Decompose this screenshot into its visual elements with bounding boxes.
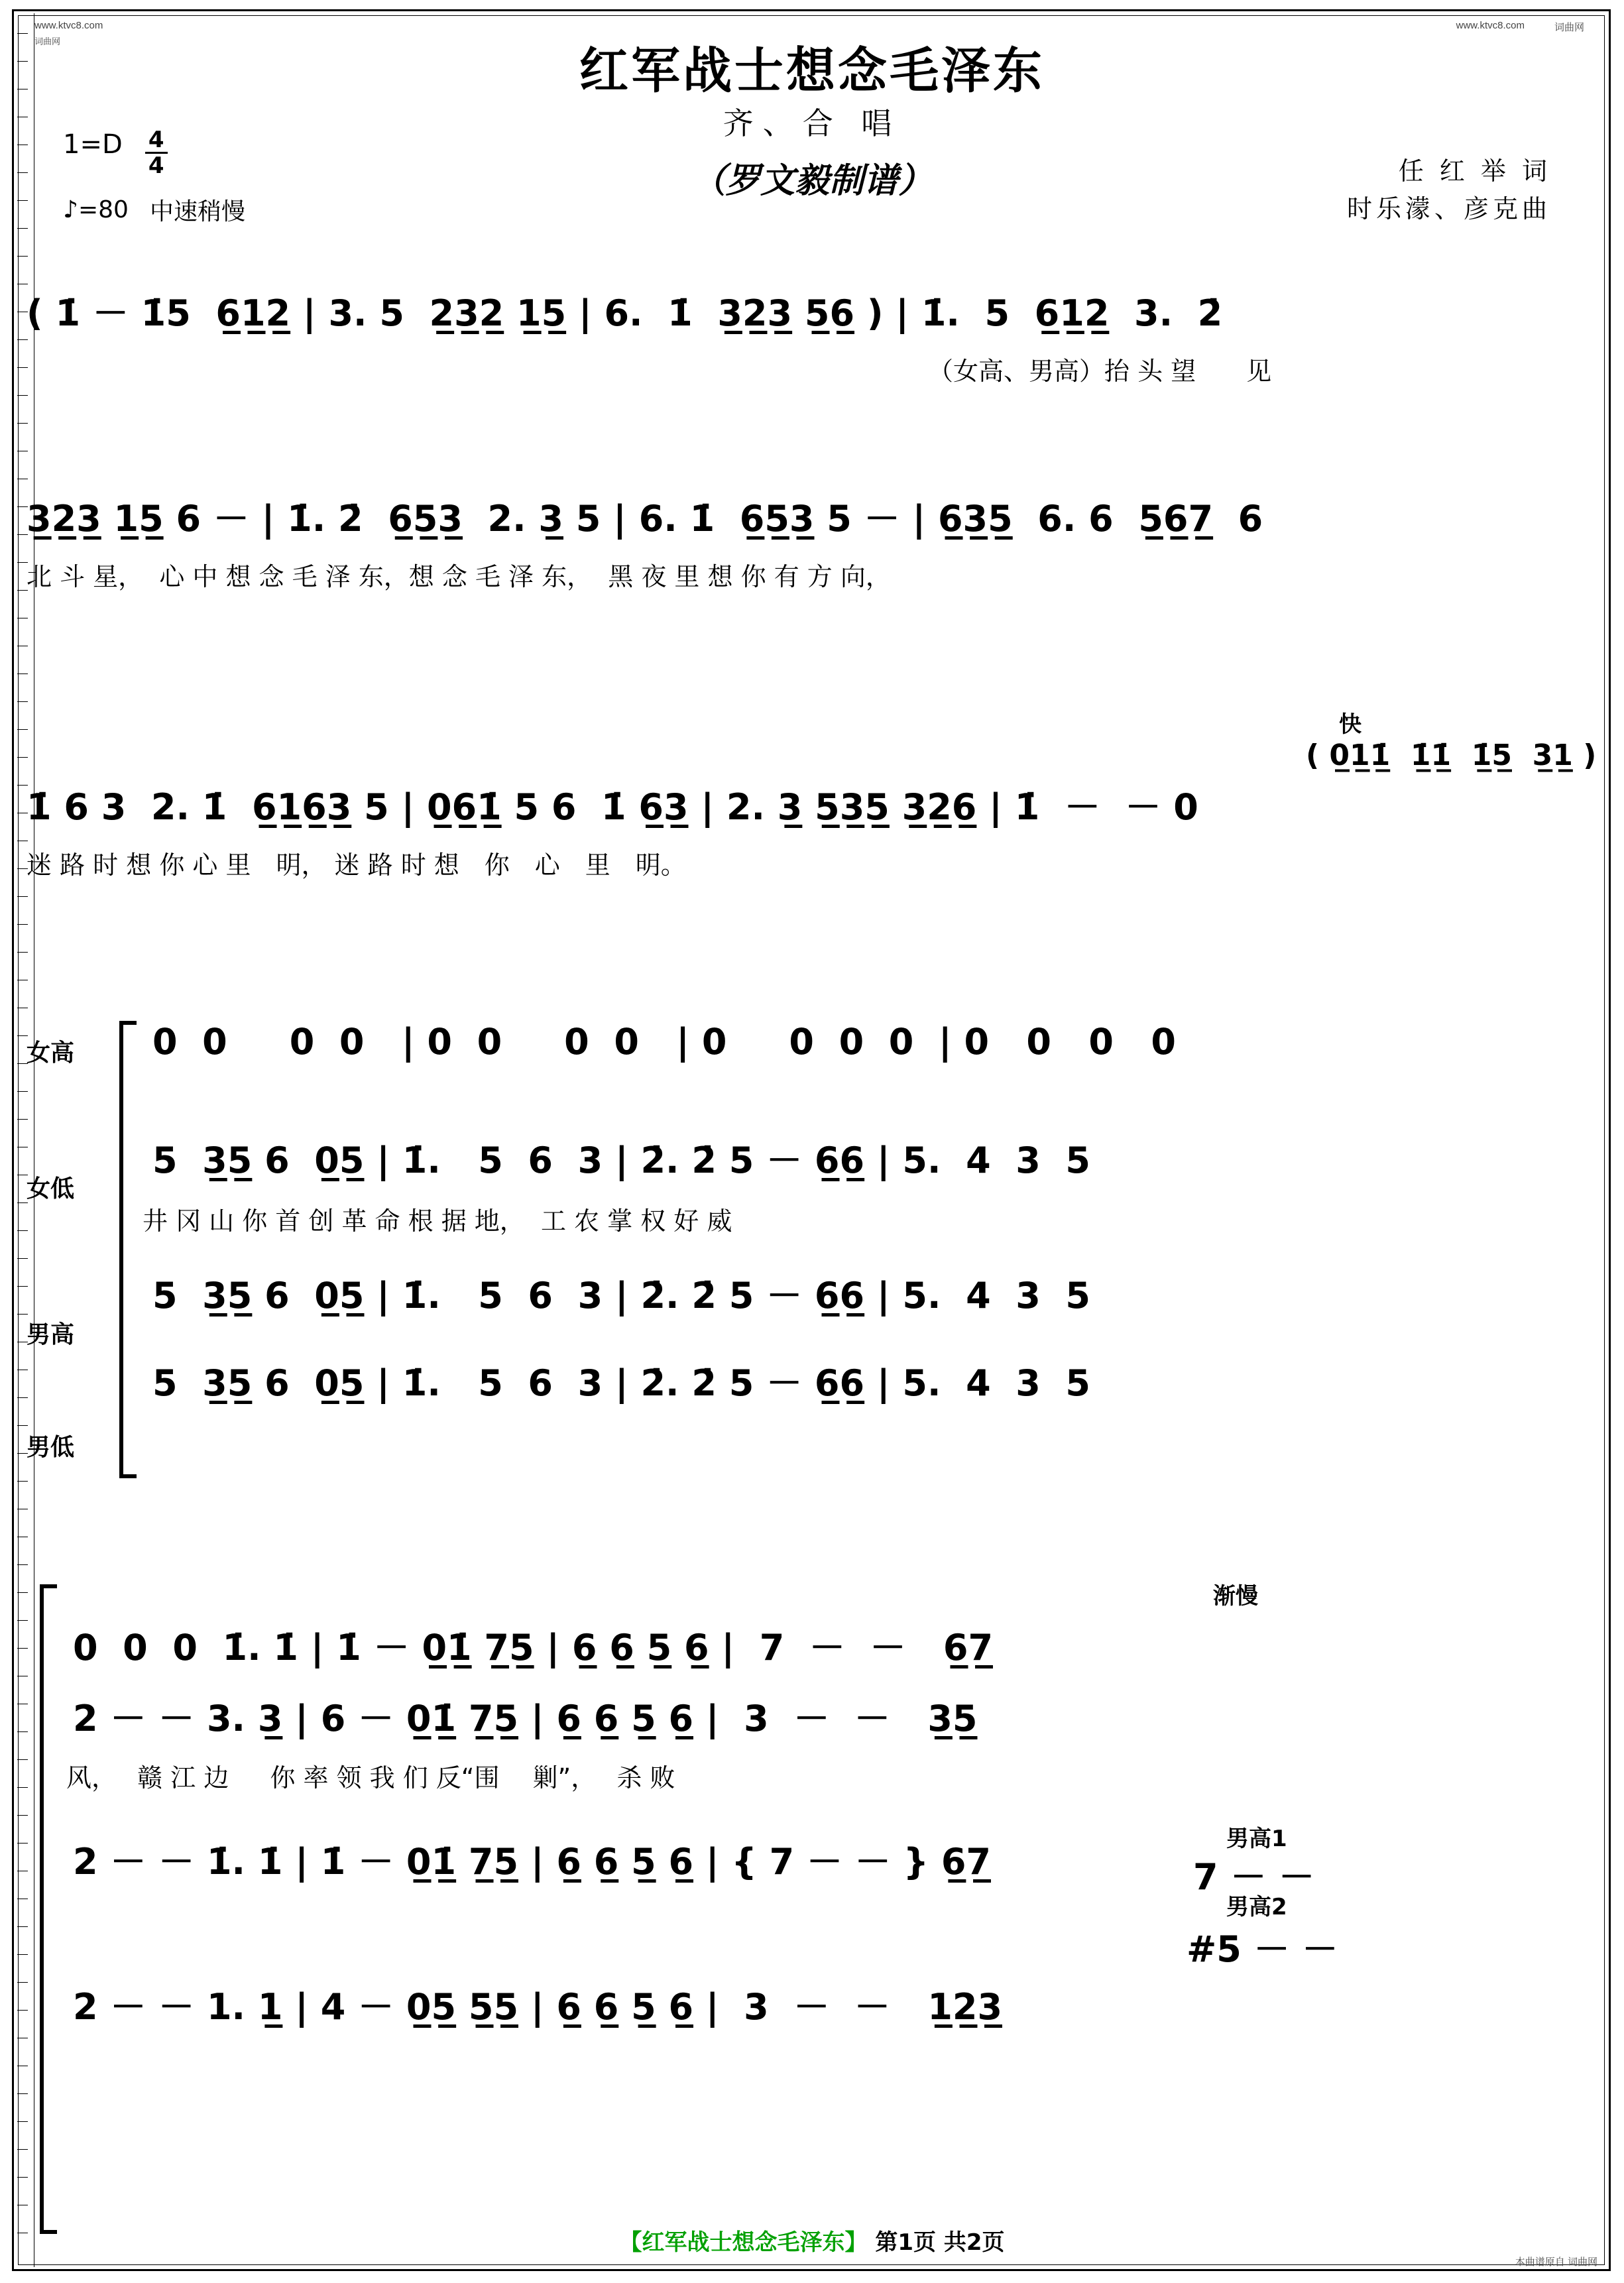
watermark-top-left-sub: 词曲网 bbox=[34, 36, 61, 46]
tempo-note-value: ♪=80 bbox=[63, 196, 129, 223]
choir-2-soprano-notes: 0 0 0 1̇. 1̇ | 1̇ － 0̲1̲̇ 7̲5̲ | 6̲ 6̲ 5̲ 6̲ | 7 － － 6̲7̲ bbox=[73, 1627, 994, 1668]
choir-2-bass-notes: 2 － － 1. 1̲ | 4 － 0̲5̲ 5̲5̲ | 6̲ 6̲ 5̲ 6̲ | 3 － － 1̲2̲3̲ bbox=[73, 1986, 1003, 2028]
system-3-notes: 1̇ 6 3 2. 1̇ 6̲1̲6̲3̲ 5 | 0̲6̲1̲̇ 5 6 1̇ 6̲3̲ | 2. 3̲ 5̲3̲5̲ 3̲2̲6̲ | 1̇ － － 0 bbox=[27, 786, 1198, 828]
choir-brace-2 bbox=[40, 1584, 57, 2234]
system-2-lyrics: 北 斗 星， 心 中 想 念 毛 泽 东，想 念 毛 泽 东， 黑 夜 里 想 你 有 方 向， bbox=[27, 562, 891, 591]
part-label-bass-1: 男低 bbox=[27, 1434, 75, 1461]
music-system-1 bbox=[0, 285, 1624, 387]
choir-1-tenor-notes: 5 3̲5̲ 6 0̲5̲ | 1̇. 5 6 3 | 2̇. 2̇ 5 － 6̲6̲ | 5. 4 3 5 bbox=[152, 1275, 1090, 1317]
watermark-top-right-2: 词曲网 bbox=[1554, 22, 1584, 33]
choir-block-1 bbox=[0, 1008, 1624, 1461]
footer-bracket-right: 】 bbox=[844, 2229, 868, 2256]
arranger-credit: （罗文毅制谱） bbox=[691, 160, 933, 201]
choir-2-tempo-mark: 渐慢 bbox=[1213, 1583, 1258, 1610]
watermark-bottom-right-text: 本曲谱原自 bbox=[1515, 2256, 1565, 2268]
volta-1-label: 男高1 bbox=[1226, 1826, 1287, 1852]
music-system-2 bbox=[0, 491, 1624, 593]
score-meta-left bbox=[63, 129, 245, 227]
credit-lyricist: 任 红 举 词 bbox=[1398, 156, 1551, 186]
footer-bracket-left: 【 bbox=[619, 2229, 642, 2256]
time-signature-bottom: 4 bbox=[148, 152, 164, 180]
time-signature-top: 4 bbox=[148, 127, 164, 153]
volta-2-label: 男高2 bbox=[1226, 1894, 1287, 1920]
choir-2-tenor-notes: 2 － － 1̇. 1̇ | 1̇ － 0̲1̲̇ 7̲5̲ | 6̲ 6̲ 5̲ 6̲ | { 7 － － } 6̲7̲ bbox=[73, 1841, 991, 1883]
system-3-lyrics: 迷 路 时 想 你 心 里 明， 迷 路 时 想 你 心 里 明。 bbox=[27, 850, 686, 880]
part-label-alto-1: 女低 bbox=[27, 1175, 75, 1202]
choir-1-bass-notes: 5 3̲5̲ 6 0̲5̲ | 1̇. 5 6 3 | 2̇. 2̇ 5 － 6̲6̲ | 5. 4 3 5 bbox=[152, 1362, 1090, 1404]
tempo-description: 中速稍慢 bbox=[149, 198, 245, 225]
choir-block-2 bbox=[0, 1578, 1624, 2030]
music-system-3 bbox=[0, 706, 1624, 881]
watermark-top-left: www.ktvc8.com bbox=[34, 20, 103, 31]
credit-composer: 时乐濛、彦克曲 bbox=[1346, 194, 1551, 223]
system-1-lyrics: （女高、男高）抬 头 望 见 bbox=[928, 357, 1272, 386]
footer-title: 红军战士想念毛泽东 bbox=[642, 2229, 845, 2256]
footer bbox=[0, 2224, 1624, 2256]
volta-1-notes: 7 － － bbox=[1193, 1856, 1315, 1898]
choir-1-lyrics: 井 冈 山 你 首 创 革 命 根 据 地， 工 农 掌 权 好 威 bbox=[143, 1206, 732, 1236]
part-label-tenor-1: 男高 bbox=[27, 1321, 75, 1348]
system-3-repeat-tail: ( 0̲1̲1̲̇ 1̲̇1̲̇ 1̲̇5̲ 3̲1̲ ) bbox=[1306, 738, 1597, 772]
volta-2-notes: #5 － － bbox=[1187, 1928, 1338, 1970]
choir-2-lyrics: 风， 赣 江 边 你 率 领 我 们 反“围 剿”， 杀 败 bbox=[66, 1763, 675, 1792]
watermark-bottom-right-text-2: 词曲网 bbox=[1567, 2256, 1597, 2268]
system-2-notes: 3̲2̲3̲ 1̲5̲ 6 － | 1̇. 2̇ 6̲5̲3̲ 2. 3̲ 5 | 6. 1̇ 6̲5̲3̲ 5 － | 6̲3̲5̲ 6. 6 5̲6̲7̲ 6 bbox=[27, 498, 1263, 540]
system-3-tempo-mark: 快 bbox=[1339, 711, 1362, 738]
key-signature: 1=D bbox=[63, 129, 123, 160]
watermark-bottom-right bbox=[1515, 2254, 1597, 2268]
choir-brace-1 bbox=[119, 1021, 137, 1478]
score-credits bbox=[1347, 152, 1551, 228]
page-subtitle: 齐、合 唱 bbox=[723, 105, 901, 141]
footer-page-info: 第1页 共2页 bbox=[875, 2229, 1005, 2256]
choir-1-alto-notes: 5 3̲5̲ 6 0̲5̲ | 1̇. 5 6 3 | 2̇. 2̇ 5 － 6̲6̲ | 5. 4 3 5 bbox=[152, 1140, 1090, 1181]
part-label-soprano-1: 女高 bbox=[27, 1039, 75, 1067]
choir-2-alto-notes: 2 － － 3. 3̲ | 6 － 0̲1̲̇ 7̲5̲ | 6̲ 6̲ 5̲ 6̲ | 3 － － 3̲5̲ bbox=[73, 1698, 978, 1739]
time-signature bbox=[145, 127, 168, 180]
watermark-top-right: www.ktvc8.com bbox=[1456, 20, 1525, 31]
choir-1-soprano-notes: 0 0 0 0 | 0 0 0 0 | 0 0 0 0 | 0 0 0 0 bbox=[152, 1021, 1176, 1063]
system-1-notes: ( 1̇ － 1̇5 6̲1̲2̲ | 3. 5 2̲3̲2̲ 1̲5̲ | 6. 1̇ 3̲2̲3̲ 5̲6̲ ) | 1̇. 5 6̲1̲2̲ 3. 2̇ bbox=[27, 292, 1223, 334]
page-title: 红军战士想念毛泽东 bbox=[579, 42, 1045, 99]
